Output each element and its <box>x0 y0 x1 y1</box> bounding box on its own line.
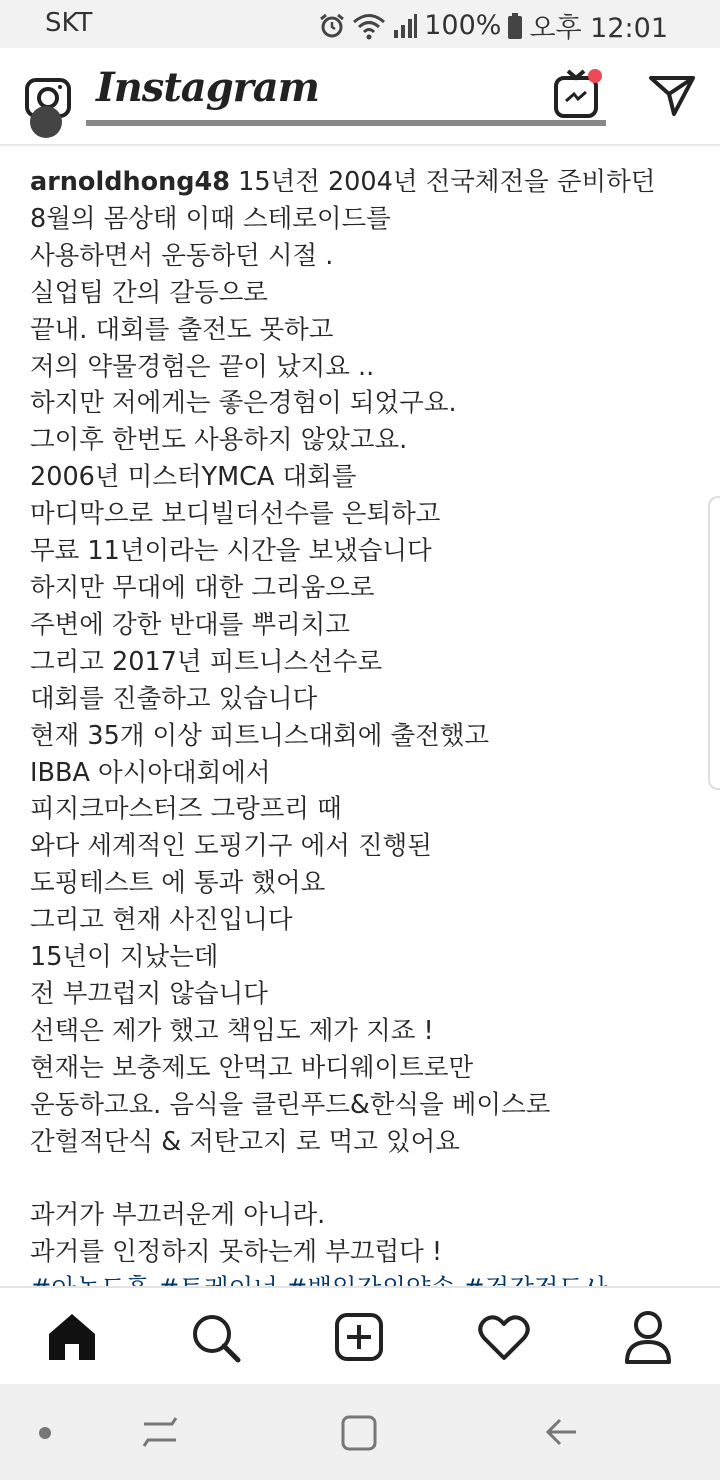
battery-percentage: 100% <box>424 10 502 41</box>
profile-icon[interactable] <box>624 1310 672 1364</box>
caption-line: 간헐적단식 & 저탄고지 로 먹고 있어요 <box>30 1126 460 1157</box>
caption-line: 피지크마스터즈 그랑프리 때 <box>30 794 342 825</box>
caption-line: 전 부끄럽지 않습니다 <box>30 978 268 1009</box>
caption-line: 현재는 보충제도 안먹고 바디웨이트로만 <box>30 1052 474 1083</box>
status-icons <box>318 6 668 45</box>
caption-line: 실업팀 간의 갈등으로 <box>30 277 268 308</box>
caption-line: 무료 11년이라는 시간을 보냈습니다 <box>30 536 432 567</box>
caption-line: 와다 세계적인 도핑기구 에서 진행된 <box>30 831 432 862</box>
status-bar <box>0 0 720 48</box>
caption-line: 끝내. 대회를 출전도 못하고 <box>30 314 334 345</box>
carrier-label: SKT <box>45 8 93 38</box>
caption-line: 운동하고요. 음식을 클린푸드&한식을 베이스로 <box>30 1089 551 1120</box>
caption-line: 하지만 무대에 대한 그리움으로 <box>30 572 375 603</box>
caption-first-line: 15년전 2004년 전국체전을 준비하던 <box>230 167 656 197</box>
caption-line: 과거가 부끄러운게 아니라. <box>30 1200 326 1231</box>
clock: 오후 12:01 <box>529 13 668 44</box>
igtv-icon[interactable] <box>552 68 606 122</box>
caption-line: 그리고 현재 사진입니다 <box>30 905 293 936</box>
caption-line: 저의 약물경험은 끝이 났지요 .. <box>30 351 375 382</box>
dot-icon[interactable] <box>38 1426 52 1440</box>
caption-line: 마디막으로 보디빌더선수를 은퇴하고 <box>30 499 441 530</box>
scroll-handle[interactable] <box>708 496 720 790</box>
search-icon[interactable] <box>190 1312 242 1364</box>
post-username[interactable]: arnoldhong48 <box>30 167 231 197</box>
caption-line: 과거를 인정하지 못하는게 부끄럽다 ! <box>30 1237 443 1268</box>
home-icon[interactable] <box>46 1312 98 1362</box>
caption-line: 15년이 지났는데 <box>30 942 219 973</box>
battery-icon <box>507 12 523 40</box>
post-content <box>0 146 720 1286</box>
caption-line: 2006년 미스터YMCA 대회를 <box>30 462 357 493</box>
caption-line: IBBA 아시아대회에서 <box>30 757 271 788</box>
home-square-icon[interactable] <box>340 1414 378 1452</box>
caption-line: 그이후 한번도 사용하지 않았고요. <box>30 425 408 456</box>
direct-message-icon[interactable] <box>648 72 696 120</box>
back-icon[interactable] <box>544 1414 580 1450</box>
post-caption <box>30 164 690 1308</box>
caption-line: 도핑테스트 에 통과 했어요 <box>30 868 326 899</box>
previous-row-fragment <box>30 120 590 150</box>
caption-line: 대회를 진출하고 있습니다 <box>30 683 318 714</box>
caption-line: 그리고 2017년 피트니스선수로 <box>30 646 383 677</box>
bottom-navigation <box>0 1286 720 1386</box>
recents-icon[interactable] <box>140 1414 180 1450</box>
caption-line: 주변에 강한 반대를 뿌리치고 <box>30 609 350 640</box>
alarm-icon <box>318 12 346 40</box>
caption-body <box>30 201 690 1271</box>
signal-icon <box>392 12 418 40</box>
caption-line: 사용하면서 운동하던 시절 . <box>30 240 334 271</box>
system-navigation-bar <box>0 1384 720 1480</box>
caption-line: 하지만 저에게는 좋은경험이 되었구요. <box>30 388 457 419</box>
activity-heart-icon[interactable] <box>478 1314 530 1360</box>
caption-line: 선택은 제가 했고 책임도 제가 지죠 ! <box>30 1015 434 1046</box>
new-post-icon[interactable] <box>334 1312 384 1362</box>
caption-line: 8월의 몸상태 이때 스테로이드를 <box>30 203 391 234</box>
caption-line <box>30 1160 690 1197</box>
wifi-icon <box>352 12 386 40</box>
caption-line: 현재 35개 이상 피트니스대회에 출전했고 <box>30 720 489 751</box>
app-logo: Instagram <box>96 64 319 111</box>
